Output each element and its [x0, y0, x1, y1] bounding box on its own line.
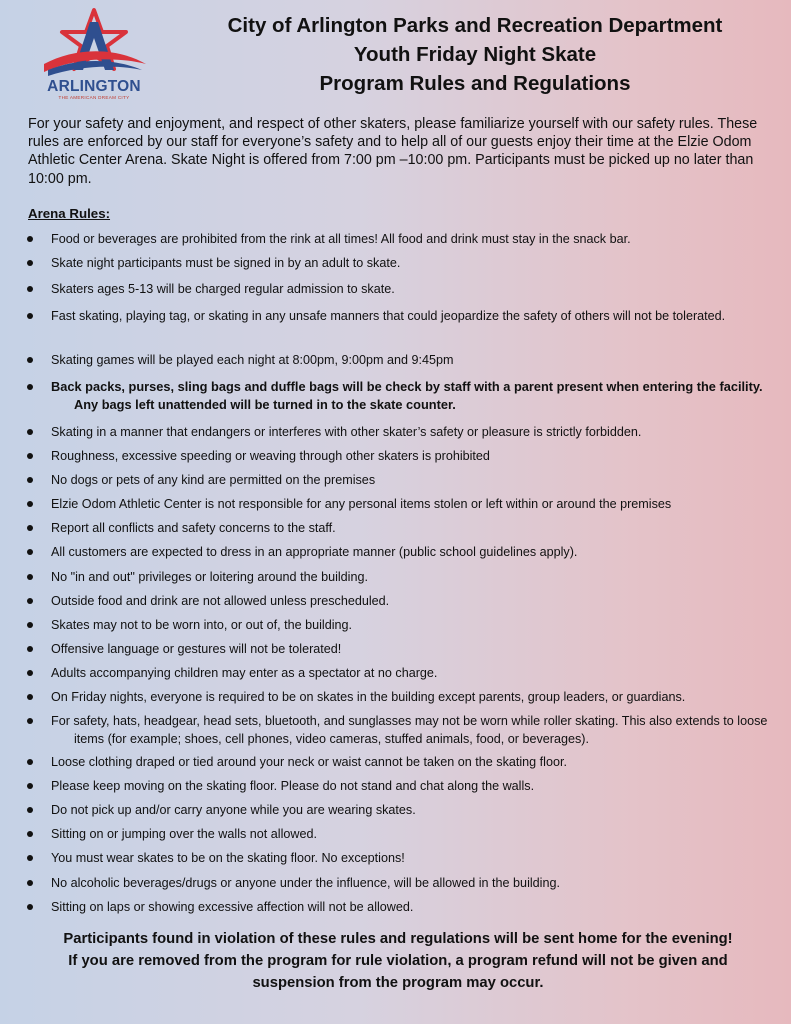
rule-item: Please keep moving on the skating floor. Please do not stand and chat along the walls. [51, 779, 535, 793]
rule-item: Offensive language or gestures will not be tolerated! [51, 642, 342, 656]
rule-item: Loose clothing draped or tied around your neck or waist cannot be taken on the skating floor. [51, 755, 567, 769]
rule-item: Skating games will be played each night at 8:00pm, 9:00pm and 9:45pm [51, 353, 454, 367]
logo-tagline: THE AMERICAN DREAM CITY [58, 95, 130, 100]
bullet-icon [27, 694, 33, 700]
rule-item: Food or beverages are prohibited from the rink at all times! All food and drink must stay in the snack bar. [51, 232, 631, 246]
bullet-icon [27, 286, 33, 292]
bullet-icon [27, 855, 33, 861]
rule-item: Sitting on laps or showing excessive affection will not be allowed. [51, 900, 414, 914]
rule-item: On Friday nights, everyone is required to be on skates in the building except parents, group leaders, or guardians. [51, 690, 686, 704]
rule-item: Adults accompanying children may enter as a spectator at no charge. [51, 666, 438, 680]
bullet-icon [27, 384, 33, 390]
document-header [190, 11, 760, 98]
bullet-icon [27, 549, 33, 555]
rule-item: You must wear skates to be on the skating floor. No exceptions! [51, 851, 405, 865]
star-logo-icon [34, 6, 154, 86]
rule-item: Skaters ages 5-13 will be charged regular admission to skate. [51, 282, 395, 296]
bullet-icon [27, 904, 33, 910]
bullet-icon [27, 313, 33, 319]
rule-item: Sitting on or jumping over the walls not allowed. [51, 827, 318, 841]
bullet-icon [27, 831, 33, 837]
rule-item: No alcoholic beverages/drugs or anyone under the influence, will be allowed in the building. [51, 876, 560, 890]
rule-item: Roughness, excessive speeding or weaving through other skaters is prohibited [51, 449, 490, 463]
bullet-icon [27, 453, 33, 459]
rule-item: Outside food and drink are not allowed unless prescheduled. [51, 594, 390, 608]
bullet-icon [27, 646, 33, 652]
bullet-icon [27, 525, 33, 531]
rule-item: No "in and out" privileges or loitering around the building. [51, 570, 368, 584]
rule-item: Skating in a manner that endangers or interferes with other skater’s safety or pleasure is strictly forbidden. [51, 425, 642, 439]
violation-notice-line2: If you are removed from the program for rule violation, a program refund will not be given and suspension from the program may occur. [68, 953, 728, 991]
violation-notice [30, 928, 766, 994]
bullet-icon [27, 260, 33, 266]
bullet-icon [27, 357, 33, 363]
arlington-logo [34, 6, 154, 102]
rule-item: All customers are expected to dress in an appropriate manner (public school guidelines apply). [51, 545, 578, 559]
bullet-icon [27, 783, 33, 789]
bullet-icon [27, 501, 33, 507]
rule-item: Fast skating, playing tag, or skating in any unsafe manners that could jeopardize the safety of others will not be tolerated. [51, 309, 726, 323]
rule-item: For safety, hats, headgear, head sets, bluetooth, and sunglasses may not be worn while roller skating. This also extends to loose items (for example; shoes, cell phones, video cameras, stuffed animals, food, or beverages). [51, 714, 768, 746]
section-heading: Arena Rules: [28, 206, 111, 221]
rule-item: Back packs, purses, sling bags and duffle bags will be check by staff with a parent present when entering the facility. Any bags left unattended will be turned in to the skate counter. [51, 379, 763, 412]
violation-notice-line1: Participants found in violation of these rules and regulations will be sent home for the evening! [63, 931, 733, 947]
intro-paragraph: For your safety and enjoyment, and respect of other skaters, please familiarize yourself with our safety rules. These rules are enforced by our staff for everyone’s safety and to help all of our guests enjoy their time at the Elzie Odom Athletic Center Arena. Skate Night is offered from 7:00 pm –10:00 pm. Participants must be picked up no later than 10:00 pm. [28, 116, 758, 187]
bullet-icon [27, 236, 33, 242]
bullet-icon [27, 429, 33, 435]
bullet-icon [27, 807, 33, 813]
bullet-icon [27, 759, 33, 765]
rule-item: Do not pick up and/or carry anyone while you are wearing skates. [51, 803, 416, 817]
bullet-icon [27, 718, 33, 724]
rule-item: Skate night participants must be signed in by an adult to skate. [51, 256, 401, 270]
bullet-icon [27, 598, 33, 604]
rules-title: Program Rules and Regulations [319, 72, 631, 95]
rule-item: No dogs or pets of any kind are permitted on the premises [51, 473, 376, 487]
bullet-icon [27, 574, 33, 580]
rule-item: Elzie Odom Athletic Center is not responsible for any personal items stolen or left within or around the premises [51, 497, 672, 511]
bullet-icon [27, 622, 33, 628]
bullet-icon [27, 477, 33, 483]
bullet-icon [27, 880, 33, 886]
department-title: City of Arlington Parks and Recreation Department [227, 14, 723, 37]
rule-item: Report all conflicts and safety concerns to the staff. [51, 521, 336, 535]
rule-item: Skates may not to be worn into, or out of, the building. [51, 618, 353, 632]
logo-wordmark: ARLINGTON [47, 78, 141, 95]
bullet-icon [27, 670, 33, 676]
program-title: Youth Friday Night Skate [353, 43, 597, 66]
